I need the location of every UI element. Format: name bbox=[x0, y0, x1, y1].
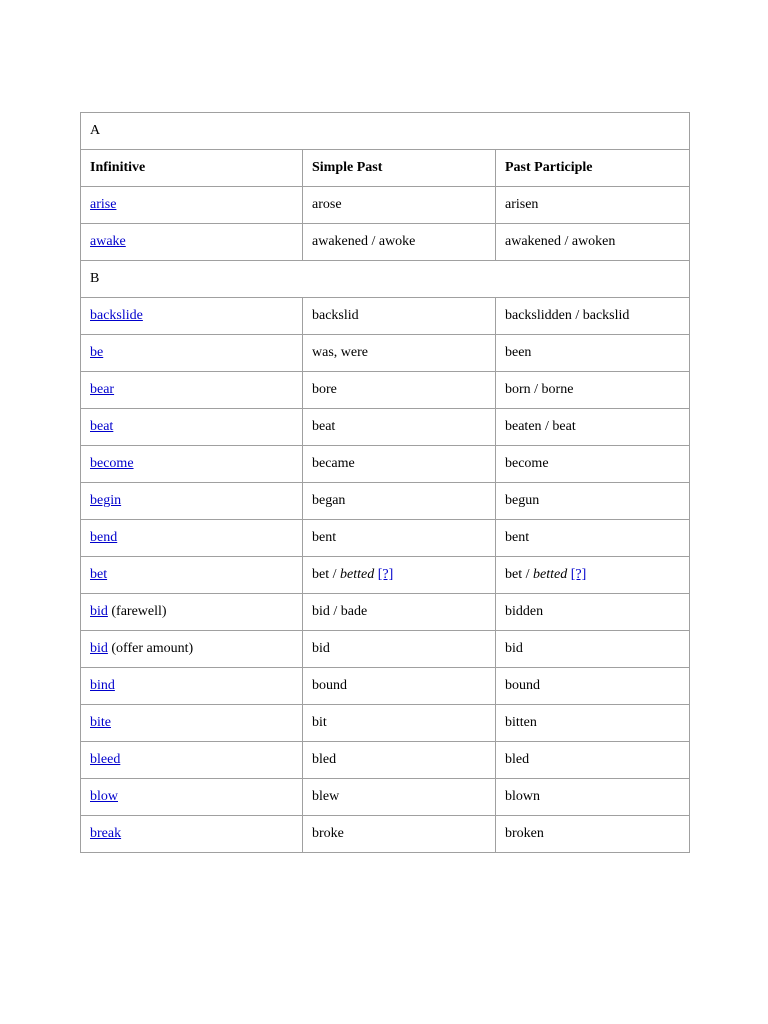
past-participle-cell bbox=[496, 594, 690, 631]
verb-link[interactable]: bid bbox=[90, 641, 108, 656]
verb-row bbox=[81, 372, 690, 409]
header-infinitive: Infinitive bbox=[81, 150, 303, 187]
variant-form-text: betted bbox=[340, 567, 375, 582]
verb-row bbox=[81, 779, 690, 816]
form-text: bidden bbox=[505, 604, 544, 619]
form-text: began bbox=[312, 493, 346, 508]
simple-past-cell bbox=[303, 224, 496, 261]
past-participle-cell bbox=[496, 520, 690, 557]
form-text: awakened / awoke bbox=[312, 234, 416, 249]
form-text: bled bbox=[312, 752, 337, 767]
verb-link[interactable]: arise bbox=[90, 197, 117, 212]
reference-link[interactable]: [?] bbox=[377, 567, 394, 582]
form-text: bound bbox=[312, 678, 347, 693]
verb-row bbox=[81, 446, 690, 483]
verb-link[interactable]: bid bbox=[90, 604, 108, 619]
infinitive-cell bbox=[81, 705, 303, 742]
past-participle-cell bbox=[496, 187, 690, 224]
past-participle-cell bbox=[496, 779, 690, 816]
simple-past-cell bbox=[303, 372, 496, 409]
verb-row bbox=[81, 816, 690, 853]
infinitive-cell bbox=[81, 816, 303, 853]
simple-past-cell bbox=[303, 520, 496, 557]
simple-past-cell bbox=[303, 816, 496, 853]
form-text: bore bbox=[312, 382, 337, 397]
simple-past-cell bbox=[303, 742, 496, 779]
infinitive-cell bbox=[81, 335, 303, 372]
past-participle-cell bbox=[496, 298, 690, 335]
simple-past-cell bbox=[303, 668, 496, 705]
past-participle-cell bbox=[496, 742, 690, 779]
verb-row bbox=[81, 668, 690, 705]
past-participle-cell bbox=[496, 705, 690, 742]
simple-past-cell bbox=[303, 187, 496, 224]
header-row bbox=[81, 150, 690, 187]
header-past-participle: Past Participle bbox=[496, 150, 690, 187]
form-text: bit bbox=[312, 715, 327, 730]
form-text: blew bbox=[312, 789, 340, 804]
verb-link[interactable]: begin bbox=[90, 493, 122, 508]
form-text: arisen bbox=[505, 197, 539, 212]
infinitive-cell bbox=[81, 594, 303, 631]
form-text: bent bbox=[505, 530, 530, 545]
verb-row bbox=[81, 557, 690, 594]
verb-link[interactable]: bet bbox=[90, 567, 108, 582]
simple-past-cell bbox=[303, 779, 496, 816]
form-text: bid / bade bbox=[312, 604, 368, 619]
verb-link[interactable]: bind bbox=[90, 678, 115, 693]
form-text: beat bbox=[312, 419, 336, 434]
simple-past-cell bbox=[303, 335, 496, 372]
form-text: begun bbox=[505, 493, 540, 508]
infinitive-cell bbox=[81, 483, 303, 520]
form-text: awakened / awoken bbox=[505, 234, 616, 249]
simple-past-cell bbox=[303, 557, 496, 594]
infinitive-cell bbox=[81, 668, 303, 705]
form-text: broke bbox=[312, 826, 344, 841]
infinitive-cell bbox=[81, 372, 303, 409]
verb-link[interactable]: beat bbox=[90, 419, 114, 434]
past-participle-cell bbox=[496, 668, 690, 705]
form-text: beaten / beat bbox=[505, 419, 576, 434]
verb-row bbox=[81, 742, 690, 779]
form-text: become bbox=[505, 456, 549, 471]
form-text: bent bbox=[312, 530, 337, 545]
verb-row bbox=[81, 483, 690, 520]
verb-row bbox=[81, 705, 690, 742]
verb-link[interactable]: become bbox=[90, 456, 134, 471]
verb-note: (farewell) bbox=[107, 604, 167, 619]
form-text: broken bbox=[505, 826, 544, 841]
form-text: blown bbox=[505, 789, 540, 804]
simple-past-cell bbox=[303, 298, 496, 335]
form-text: bound bbox=[505, 678, 540, 693]
verb-link[interactable]: blow bbox=[90, 789, 118, 804]
verb-row bbox=[81, 520, 690, 557]
verb-link[interactable]: awake bbox=[90, 234, 126, 249]
past-participle-cell bbox=[496, 483, 690, 520]
verb-link[interactable]: bleed bbox=[90, 752, 121, 767]
past-participle-cell bbox=[496, 631, 690, 668]
simple-past-cell bbox=[303, 594, 496, 631]
infinitive-cell bbox=[81, 557, 303, 594]
infinitive-cell bbox=[81, 742, 303, 779]
form-text: been bbox=[505, 345, 532, 360]
form-text: bled bbox=[505, 752, 530, 767]
infinitive-cell bbox=[81, 409, 303, 446]
past-participle-cell bbox=[496, 409, 690, 446]
verb-link[interactable]: bend bbox=[90, 530, 118, 545]
verb-note: (offer amount) bbox=[107, 641, 194, 656]
verb-row bbox=[81, 335, 690, 372]
form-text: became bbox=[312, 456, 355, 471]
verb-link[interactable]: backslide bbox=[90, 308, 143, 323]
verb-row bbox=[81, 187, 690, 224]
past-participle-cell bbox=[496, 446, 690, 483]
verb-link[interactable]: be bbox=[90, 345, 104, 360]
verb-row bbox=[81, 224, 690, 261]
verb-row bbox=[81, 631, 690, 668]
verb-table-body bbox=[81, 113, 690, 853]
section-letter: A bbox=[81, 113, 690, 150]
verb-link[interactable]: bite bbox=[90, 715, 111, 730]
infinitive-cell bbox=[81, 298, 303, 335]
infinitive-cell bbox=[81, 520, 303, 557]
section-row-b bbox=[81, 261, 690, 298]
infinitive-cell bbox=[81, 446, 303, 483]
section-letter: B bbox=[81, 261, 690, 298]
simple-past-cell bbox=[303, 446, 496, 483]
verb-row bbox=[81, 298, 690, 335]
reference-link[interactable]: [?] bbox=[570, 567, 587, 582]
simple-past-cell bbox=[303, 631, 496, 668]
form-text: backslidden / backslid bbox=[505, 308, 630, 323]
form-text: bet / bbox=[505, 567, 533, 582]
infinitive-cell bbox=[81, 187, 303, 224]
variant-form-text: betted bbox=[533, 567, 568, 582]
infinitive-cell bbox=[81, 631, 303, 668]
form-text: bid bbox=[505, 641, 523, 656]
simple-past-cell bbox=[303, 483, 496, 520]
past-participle-cell bbox=[496, 557, 690, 594]
verb-row bbox=[81, 409, 690, 446]
form-text: bet / bbox=[312, 567, 340, 582]
form-text: was, were bbox=[312, 345, 368, 360]
form-text: bid bbox=[312, 641, 330, 656]
irregular-verbs-table bbox=[80, 112, 690, 853]
form-text: backslid bbox=[312, 308, 359, 323]
section-row-a bbox=[81, 113, 690, 150]
verb-row bbox=[81, 594, 690, 631]
infinitive-cell bbox=[81, 779, 303, 816]
form-text: arose bbox=[312, 197, 342, 212]
past-participle-cell bbox=[496, 224, 690, 261]
form-text: born / borne bbox=[505, 382, 574, 397]
header-simple-past: Simple Past bbox=[303, 150, 496, 187]
past-participle-cell bbox=[496, 816, 690, 853]
simple-past-cell bbox=[303, 705, 496, 742]
simple-past-cell bbox=[303, 409, 496, 446]
verb-link[interactable]: bear bbox=[90, 382, 115, 397]
past-participle-cell bbox=[496, 372, 690, 409]
verb-link[interactable]: break bbox=[90, 826, 122, 841]
infinitive-cell bbox=[81, 224, 303, 261]
past-participle-cell bbox=[496, 335, 690, 372]
form-text: bitten bbox=[505, 715, 537, 730]
